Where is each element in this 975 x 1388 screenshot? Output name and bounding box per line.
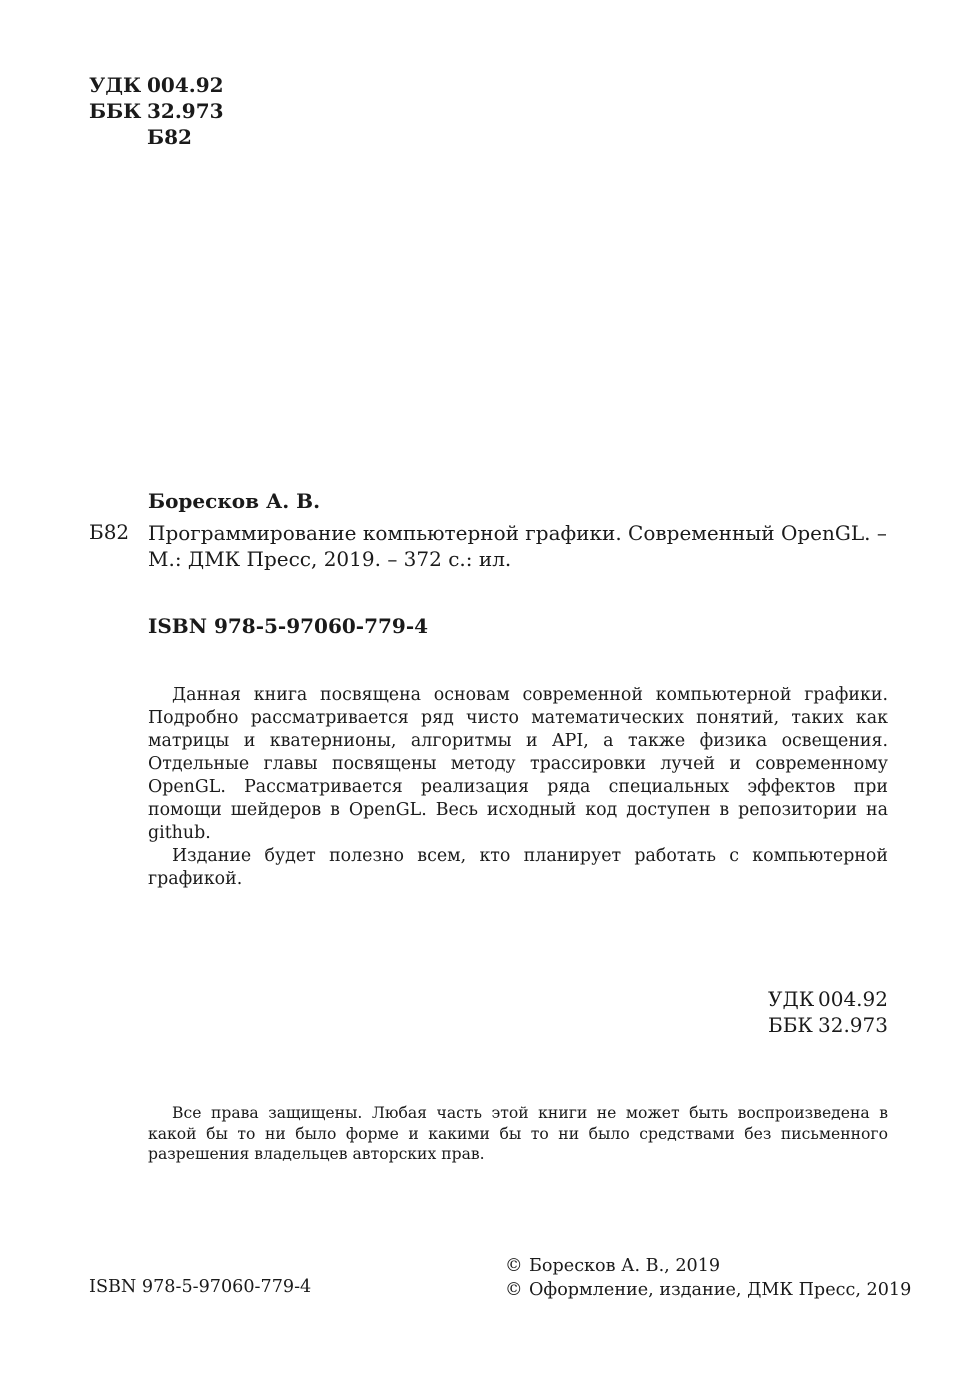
copyright-author-line bbox=[505, 1254, 911, 1278]
catalog-description: Программирование компьютерной графики. Современный OpenGL. – М.: ДМК Пресс, 2019. – 372 с.: ил. bbox=[148, 521, 887, 571]
catalog-isbn: ISBN 978-5-97060-779-4 bbox=[148, 614, 429, 638]
index-udk-label: УДК bbox=[768, 987, 815, 1011]
annotation bbox=[148, 684, 888, 891]
annotation-paragraph-1: Данная книга посвящена основам современной компьютерной графики. Подробно рассматривается ряд чисто математических понятий, таких как матрицы и кватернионы, алгоритмы и API, а также физика освещения. Отдельные главы посвящены методу трассировки лучей и современному OpenGL. Рассматривается реализация ряда специальных эффектов при помощи шейдеров в OpenGL. Весь исходный код доступен в репозитории на github. bbox=[148, 685, 888, 843]
bbk-row bbox=[89, 98, 224, 124]
copyright-symbol: © bbox=[505, 1256, 523, 1276]
rights-notice: Все права защищены. Любая часть этой книги не может быть воспроизведена в какой бы то ни было форме и какими бы то ни было средствами без письменного разрешения владельцев авторских прав. bbox=[148, 1104, 888, 1163]
bbk-value: 32.973 bbox=[147, 99, 224, 123]
index-bbk-row bbox=[768, 1012, 888, 1038]
copyright-publisher: Оформление, издание, ДМК Пресс, 2019 bbox=[529, 1280, 912, 1300]
copyright-author: Боресков А. В., 2019 bbox=[529, 1256, 721, 1276]
copyright-block bbox=[505, 1254, 911, 1302]
bbk-label: ББК bbox=[89, 99, 142, 123]
copyright-publisher-line bbox=[505, 1278, 911, 1302]
annotation-paragraph-2: Издание будет полезно всем, кто планирует работать с компьютерной графикой. bbox=[148, 846, 888, 889]
index-bbk-label: ББК bbox=[768, 1013, 813, 1037]
author-mark-row bbox=[89, 124, 224, 150]
index-bbk-value: 32.973 bbox=[818, 1013, 888, 1037]
catalog-code: Б82 bbox=[89, 520, 130, 544]
author-mark: Б82 bbox=[147, 125, 192, 149]
footer-isbn: ISBN 978-5-97060-779-4 bbox=[89, 1277, 312, 1297]
index-codes bbox=[768, 986, 888, 1038]
catalog-author: Боресков А. В. bbox=[148, 489, 321, 513]
udk-row bbox=[89, 72, 224, 98]
copyright-symbol: © bbox=[505, 1280, 523, 1300]
udk-label: УДК bbox=[89, 73, 142, 97]
classification-codes bbox=[89, 72, 224, 150]
udk-value: 004.92 bbox=[147, 73, 224, 97]
index-udk-row bbox=[768, 986, 888, 1012]
index-udk-value: 004.92 bbox=[818, 987, 888, 1011]
